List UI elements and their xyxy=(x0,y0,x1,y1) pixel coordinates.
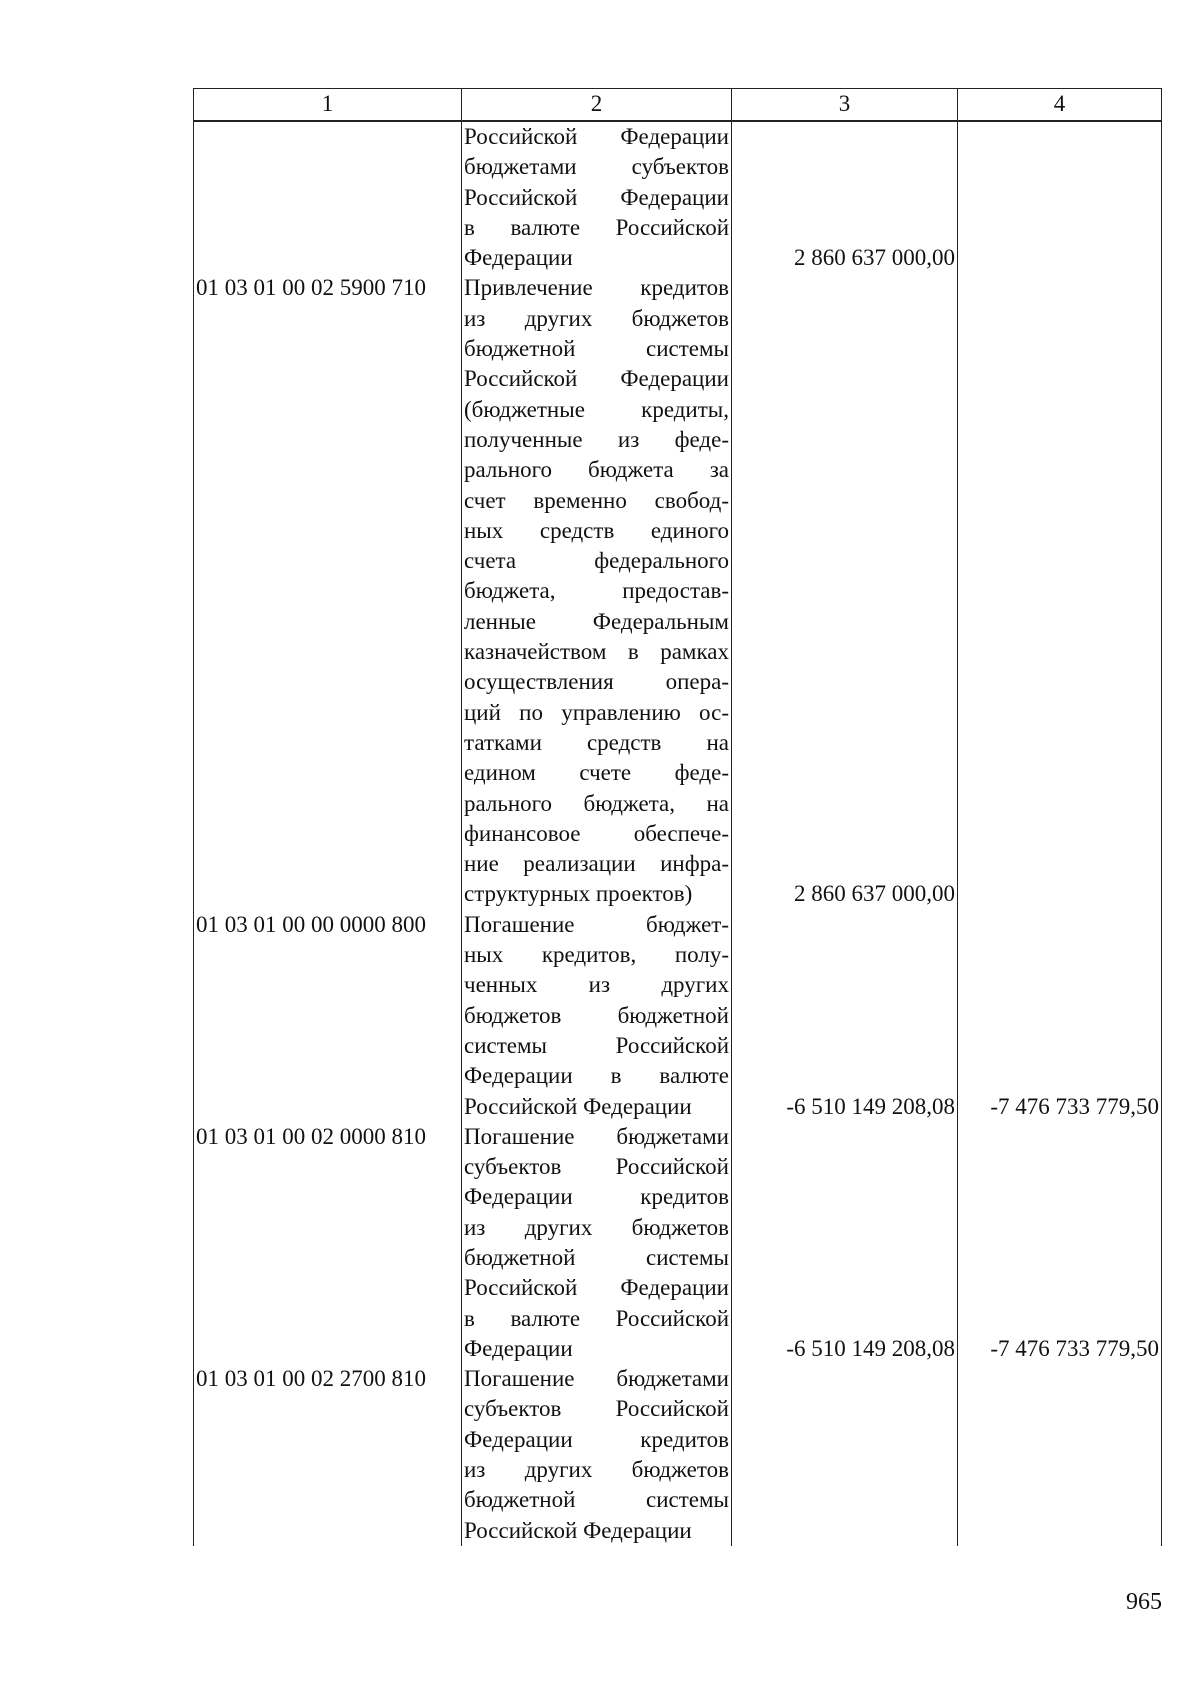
description-line: Погашение бюджетами xyxy=(464,1366,729,1392)
amount-col-3: 2 860 637 000,00 xyxy=(732,121,958,273)
budget-description xyxy=(462,910,732,1122)
description-line: Федерации кредитов xyxy=(464,1184,729,1210)
description-line: финансовое обеспече- xyxy=(464,820,729,846)
description-line: бюджетной системы xyxy=(464,1244,729,1270)
page-number: 965 xyxy=(1126,1589,1162,1615)
description-line: Российской Федерации xyxy=(464,124,729,149)
budget-description xyxy=(462,1364,732,1546)
description-line: рального бюджета, на xyxy=(464,790,729,816)
description-line: из других бюджетов xyxy=(464,305,729,331)
budget-code: 01 03 01 00 02 2700 810 xyxy=(194,1364,462,1546)
description-line: осуществления опера- xyxy=(464,669,729,695)
description-line: Федерации xyxy=(464,245,573,271)
description-line: ных кредитов, полу- xyxy=(464,942,729,968)
description-line: бюджета, предостав- xyxy=(464,578,729,604)
description-line: ных средств единого xyxy=(464,517,729,543)
table-row xyxy=(194,910,1162,1122)
description-line: ций по управлению ос- xyxy=(464,699,729,725)
amount-col-4: -7 476 733 779,50 xyxy=(958,1122,1162,1364)
header-col-1: 1 xyxy=(194,89,462,122)
budget-description xyxy=(462,121,732,273)
amount-col-3: 2 860 637 000,00 xyxy=(732,273,958,909)
description-line: полученные из феде- xyxy=(464,426,729,452)
header-row xyxy=(194,89,1162,122)
description-line: субъектов Российской xyxy=(464,1396,729,1422)
amount-col-4 xyxy=(958,1364,1162,1546)
header-col-3: 3 xyxy=(732,89,958,122)
table-row xyxy=(194,1364,1162,1546)
description-line: счета федерального xyxy=(464,548,729,574)
description-line: счет временно свобод- xyxy=(464,487,729,513)
amount-col-3: -6 510 149 208,08 xyxy=(732,910,958,1122)
amount-col-4 xyxy=(958,273,1162,909)
description-line: структурных проектов) xyxy=(464,881,693,907)
description-line: Российской Федерации xyxy=(464,184,729,210)
table-row xyxy=(194,273,1162,909)
amount-col-3 xyxy=(732,1364,958,1546)
description-line: Российской Федерации xyxy=(464,1517,692,1543)
description-line: едином счете феде- xyxy=(464,760,729,786)
amount-col-3: -6 510 149 208,08 xyxy=(732,1122,958,1364)
description-line: бюджетов бюджетной xyxy=(464,1002,729,1028)
description-line: Федерации в валюте xyxy=(464,1063,729,1089)
budget-description xyxy=(462,1122,732,1364)
description-line: из других бюджетов xyxy=(464,1457,729,1483)
description-line: татками средств на xyxy=(464,729,729,755)
table-header xyxy=(194,89,1162,122)
amount-col-4: -7 476 733 779,50 xyxy=(958,910,1162,1122)
description-line: в валюте Российской xyxy=(464,1305,729,1331)
description-line: бюджетной системы xyxy=(464,336,729,362)
description-line: Российской Федерации xyxy=(464,1093,692,1119)
budget-code: 01 03 01 00 02 5900 710 xyxy=(194,273,462,909)
description-line: системы Российской xyxy=(464,1032,729,1058)
description-line: ченных из других xyxy=(464,972,729,998)
header-col-4: 4 xyxy=(958,89,1162,122)
description-line: субъектов Российской xyxy=(464,1154,729,1180)
budget-table xyxy=(193,88,1162,1546)
header-col-2: 2 xyxy=(462,89,732,122)
description-line: ленные Федеральным xyxy=(464,608,729,634)
table-row xyxy=(194,121,1162,273)
description-line: Федерации xyxy=(464,1335,573,1361)
description-line: Погашение бюджет- xyxy=(464,911,729,937)
budget-code: 01 03 01 00 02 0000 810 xyxy=(194,1122,462,1364)
budget-code: 01 03 01 00 00 0000 800 xyxy=(194,910,462,1122)
amount-col-4 xyxy=(958,121,1162,273)
description-line: (бюджетные кредиты, xyxy=(464,396,729,422)
description-line: бюджетной системы xyxy=(464,1487,729,1513)
description-line: Российской Федерации xyxy=(464,1275,729,1301)
description-line: Погашение бюджетами xyxy=(464,1123,729,1149)
description-line: из других бюджетов xyxy=(464,1214,729,1240)
description-line: бюджетами субъектов xyxy=(464,154,729,180)
description-line: рального бюджета за xyxy=(464,457,729,483)
description-line: в валюте Российской xyxy=(464,214,729,240)
description-line: казначейством в рамках xyxy=(464,639,729,665)
description-line: Привлечение кредитов xyxy=(464,275,729,301)
description-line: Федерации кредитов xyxy=(464,1426,729,1452)
description-line: ние реализации инфра- xyxy=(464,851,729,877)
table-row xyxy=(194,1122,1162,1364)
table-body xyxy=(194,121,1162,1546)
budget-description xyxy=(462,273,732,909)
description-line: Российской Федерации xyxy=(464,366,729,392)
budget-code xyxy=(194,121,462,273)
